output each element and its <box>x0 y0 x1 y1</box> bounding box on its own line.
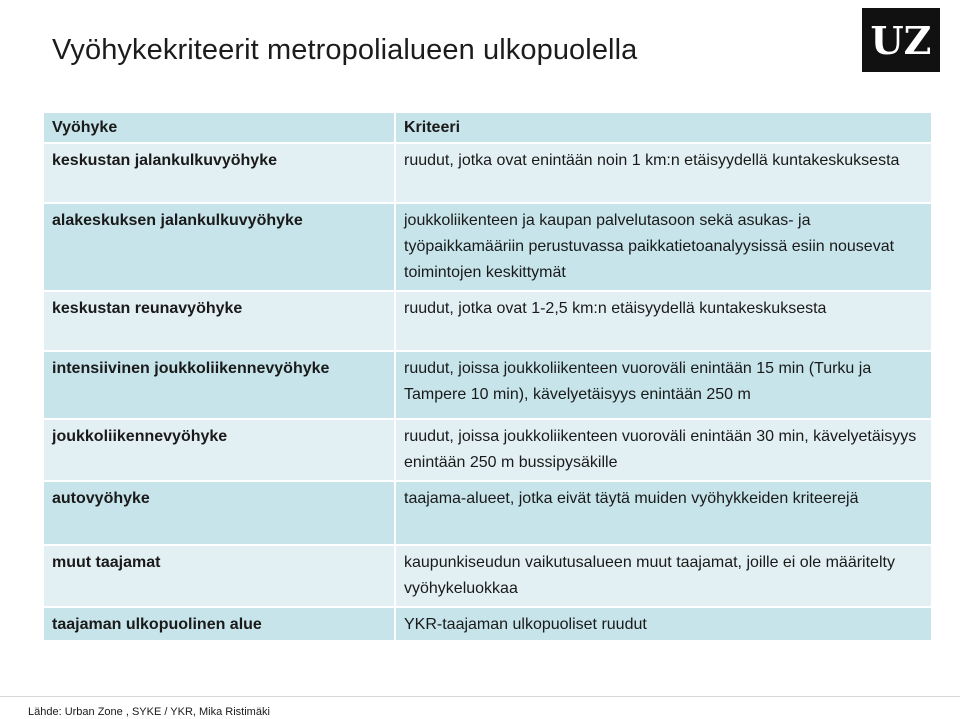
table-row <box>43 291 932 351</box>
zone-cell: joukkoliikennevyöhyke <box>43 419 395 481</box>
zone-cell: alakeskuksen jalankulkuvyöhyke <box>43 203 395 291</box>
table-row <box>43 143 932 203</box>
slide-title: Vyöhykekriteerit metropolialueen ulkopuolella <box>52 34 638 66</box>
header-zone: Vyöhyke <box>43 112 395 143</box>
criteria-cell: YKR-taajaman ulkopuoliset ruudut <box>395 607 932 641</box>
table-row <box>43 481 932 545</box>
header-criteria: Kriteeri <box>395 112 932 143</box>
table-header-row <box>43 112 932 143</box>
criteria-cell: ruudut, joissa joukkoliikenteen vuoroväli enintään 30 min, kävelyetäisyys enintään 250 m bussipysäkille <box>395 419 932 481</box>
footer-divider <box>0 696 960 697</box>
zone-cell: taajaman ulkopuolinen alue <box>43 607 395 641</box>
zone-criteria-table <box>42 111 933 642</box>
criteria-cell: kaupunkiseudun vaikutusalueen muut taajamat, joille ei ole määritelty vyöhykeluokkaa <box>395 545 932 607</box>
uz-logo <box>862 8 940 72</box>
table-row <box>43 203 932 291</box>
table-row <box>43 419 932 481</box>
zone-cell: intensiivinen joukkoliikennevyöhyke <box>43 351 395 419</box>
criteria-cell: ruudut, jotka ovat 1-2,5 km:n etäisyydellä kuntakeskuksesta <box>395 291 932 351</box>
table-row <box>43 545 932 607</box>
zone-cell: autovyöhyke <box>43 481 395 545</box>
criteria-cell: joukkoliikenteen ja kaupan palvelutasoon sekä asukas- ja työpaikkamääriin perustuvassa paikkatietoanalyysissä esiin nousevat toimintojen keskittymät <box>395 203 932 291</box>
table-row <box>43 351 932 419</box>
zone-cell: muut taajamat <box>43 545 395 607</box>
zone-cell: keskustan reunavyöhyke <box>43 291 395 351</box>
table-row <box>43 607 932 641</box>
logo-text: UZ <box>870 18 932 63</box>
zone-cell: keskustan jalankulkuvyöhyke <box>43 143 395 203</box>
criteria-cell: ruudut, jotka ovat enintään noin 1 km:n etäisyydellä kuntakeskuksesta <box>395 143 932 203</box>
criteria-cell: taajama-alueet, jotka eivät täytä muiden vyöhykkeiden kriteerejä <box>395 481 932 545</box>
uz-logo-mark <box>862 8 940 72</box>
criteria-cell: ruudut, joissa joukkoliikenteen vuoroväli enintään 15 min (Turku ja Tampere 10 min), kävelyetäisyys enintään 250 m <box>395 351 932 419</box>
source-note: Lähde: Urban Zone , SYKE / YKR, Mika Ristimäki <box>28 706 270 718</box>
